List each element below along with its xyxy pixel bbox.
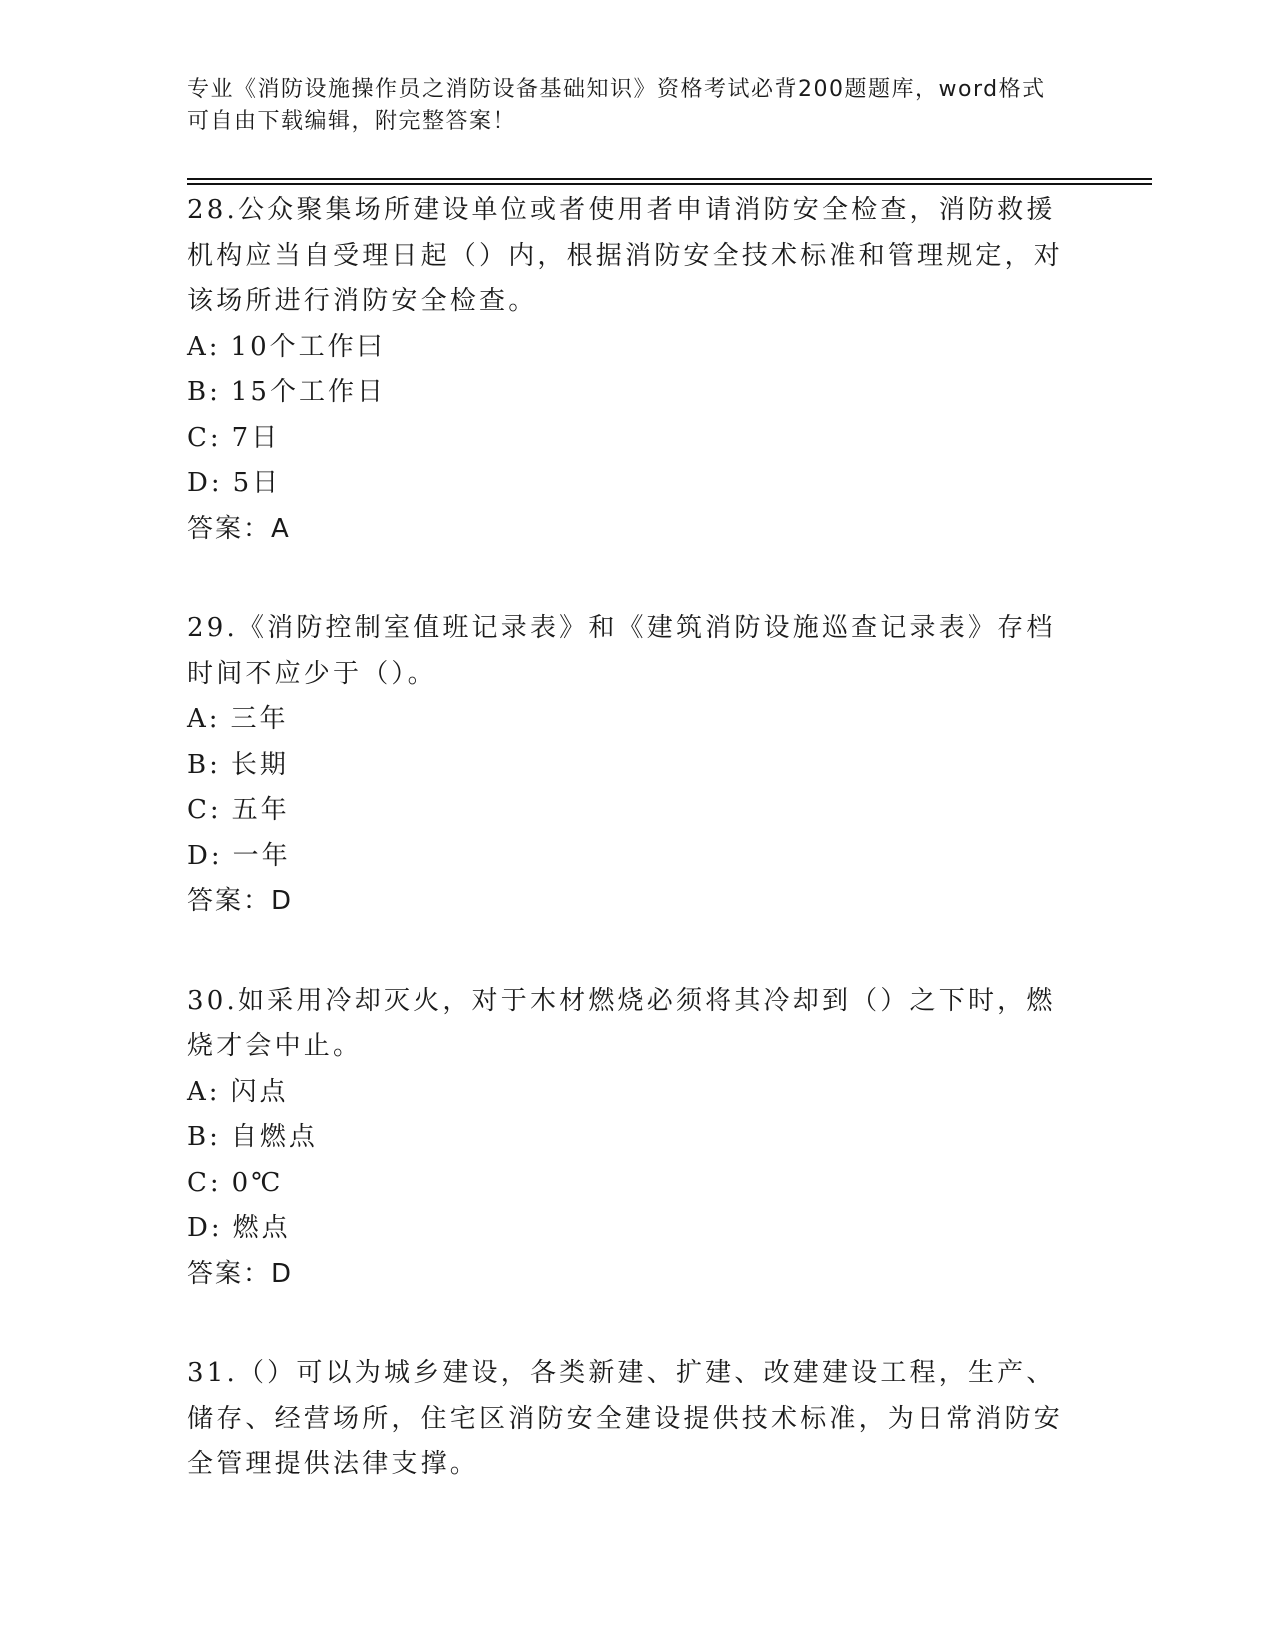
option-key: A: — [187, 1076, 221, 1107]
document-header: 专业《消防设施操作员之消防设备基础知识》资格考试必背200题题库，word格式可自由下载编辑，附完整答案！ — [187, 77, 1046, 134]
option-text: 自燃点 — [230, 1122, 318, 1152]
question-30 — [187, 979, 1077, 1298]
answer-label: 答案： — [187, 1258, 272, 1289]
question-stem: 28.公众聚集场所建设单位或者使用者申请消防安全检查，消防救援机构应当自受理日起（）内，根据消防安全技术标准和管理规定，对该场所进行消防安全检查。 — [187, 195, 1064, 316]
question-stem: 30.如采用冷却灭火，对于木材燃烧必须将其冷却到（）之下时，燃烧才会中止。 — [187, 985, 1056, 1061]
answer-value: D — [271, 1258, 294, 1289]
option-b — [187, 743, 1077, 789]
option-d — [187, 834, 1077, 880]
option-c — [187, 788, 1077, 834]
option-key: D: — [187, 1213, 223, 1243]
option-key: B: — [187, 377, 221, 407]
option-a — [187, 325, 1077, 371]
option-c — [187, 1161, 1077, 1207]
option-text: 7日 — [231, 422, 281, 453]
question-stem: 31.（）可以为城乡建设，各类新建、扩建、改建建设工程，生产、储存、经营场所，住宅区消防安全建设提供技术标准，为日常消防安全管理提供法律支撑。 — [187, 1358, 1064, 1479]
answer-value: A — [271, 513, 291, 544]
option-b — [187, 370, 1077, 416]
question-list — [187, 188, 1077, 1542]
option-c — [187, 416, 1077, 462]
question-29 — [187, 606, 1077, 925]
option-text: 闪点 — [230, 1076, 289, 1107]
option-key: D: — [187, 468, 223, 498]
answer-line — [187, 1252, 1077, 1298]
option-key: B: — [187, 1122, 221, 1152]
question-28 — [187, 188, 1077, 552]
answer-line — [187, 507, 1077, 553]
option-text: 五年 — [231, 795, 290, 825]
answer-label: 答案： — [187, 886, 272, 916]
option-text: 10个工作曰 — [230, 331, 386, 362]
header-divider-top — [187, 178, 1152, 180]
option-text: 燃点 — [232, 1213, 291, 1243]
option-text: 三年 — [230, 704, 289, 734]
option-key: D: — [187, 840, 223, 871]
option-key: B: — [187, 749, 221, 780]
answer-value: D — [271, 886, 294, 916]
option-key: A: — [187, 331, 221, 362]
question-31 — [187, 1351, 1077, 1488]
question-stem: 29.《消防控制室值班记录表》和《建筑消防设施巡查记录表》存档时间不应少于（）。 — [187, 613, 1056, 689]
option-key: A: — [187, 704, 221, 734]
option-text: 长期 — [230, 749, 289, 780]
option-text: 5日 — [232, 468, 282, 498]
header-divider-bottom — [187, 183, 1152, 185]
option-b — [187, 1115, 1077, 1161]
option-text: 0℃ — [231, 1167, 284, 1198]
option-a — [187, 1070, 1077, 1116]
option-key: C: — [187, 422, 222, 453]
option-d — [187, 461, 1077, 507]
option-a — [187, 697, 1077, 743]
option-d — [187, 1206, 1077, 1252]
option-text: 一年 — [232, 840, 291, 871]
option-key: C: — [187, 1167, 222, 1198]
answer-line — [187, 879, 1077, 925]
option-text: 15个工作日 — [230, 377, 386, 407]
option-key: C: — [187, 795, 222, 825]
answer-label: 答案： — [187, 513, 272, 544]
